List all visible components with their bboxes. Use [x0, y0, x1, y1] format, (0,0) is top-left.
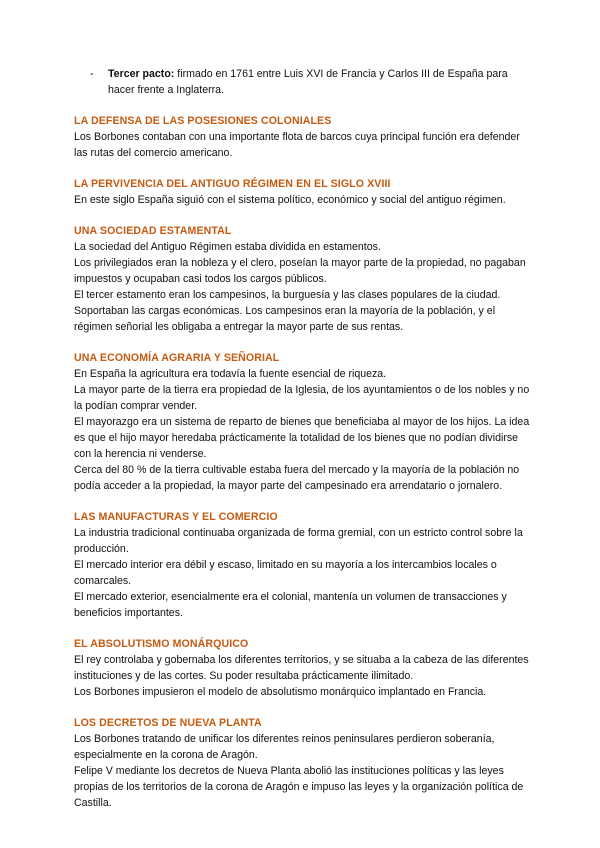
- paragraph: La industria tradicional continuaba organizada de forma gremial, con un estricto control sobre la producción.: [74, 527, 523, 555]
- paragraph: El mayorazgo era un sistema de reparto de bienes que beneficiaba al mayor de los hijos. La idea es que el hijo mayor heredaba prácticamente la totalidad de los bienes que no podían dividirse con la herencia ni venderse.: [74, 416, 530, 460]
- paragraph: Felipe V mediante los decretos de Nueva Planta abolió las instituciones políticas y las leyes propias de los territorios de la corona de Aragón e impuso las leyes y la organización política de Castilla.: [74, 765, 524, 809]
- section-decretos-nueva-planta: [74, 715, 534, 811]
- section-manufacturas-comercio: [74, 509, 534, 621]
- paragraph: En este siglo España siguió con el sistema político, económico y social del antiguo régimen.: [74, 194, 506, 206]
- paragraph: Los Borbones tratando de unificar los diferentes reinos peninsulares perdieron soberanía, especialmente en la corona de Aragón.: [74, 733, 495, 761]
- paragraph: El mercado interior era débil y escaso, limitado en su mayoría a los intercambios locales o comarcales.: [74, 559, 497, 587]
- paragraph: Los Borbones impusieron el modelo de absolutismo monárquico implantado en Francia.: [74, 686, 487, 698]
- section-economia-agraria: [74, 350, 534, 494]
- section-sociedad-estamental: [74, 223, 534, 335]
- paragraph: El mercado exterior, esencialmente era el colonial, mantenía un volumen de transacciones y beneficios importantes.: [74, 591, 507, 619]
- paragraph: La sociedad del Antiguo Régimen estaba dividida en estamentos.: [74, 241, 381, 253]
- paragraph: En España la agricultura era todavía la fuente esencial de riqueza.: [74, 368, 387, 380]
- paragraph: Los privilegiados eran la nobleza y el clero, poseían la mayor parte de la propiedad, no pagaban impuestos y ocupaban casi todos los cargos públicos.: [74, 257, 526, 285]
- section-heading: LA DEFENSA DE LAS POSESIONES COLONIALES: [74, 115, 332, 127]
- bullet-item-tercer-pacto: [74, 66, 534, 98]
- paragraph: El rey controlaba y gobernaba los diferentes territorios, y se situaba a la cabeza de las diferentes instituciones y de las cortes. Su poder resultaba prácticamente ilimitado.: [74, 654, 529, 682]
- paragraph: La mayor parte de la tierra era propiedad de la Iglesia, de los ayuntamientos o de los nobles y no la podían comprar vender.: [74, 384, 530, 412]
- section-heading: LOS DECRETOS DE NUEVA PLANTA: [74, 717, 262, 729]
- bullet-label: Tercer pacto:: [108, 68, 175, 80]
- bullet-text: firmado en 1761 entre Luis XVI de Francia y Carlos III de España para hacer frente a Inglaterra.: [108, 68, 508, 96]
- paragraph: Los Borbones contaban con una importante flota de barcos cuya principal función era defender las rutas del comercio americano.: [74, 131, 520, 159]
- section-absolutismo-monarquico: [74, 636, 534, 700]
- paragraph: Cerca del 80 % de la tierra cultivable estaba fuera del mercado y la mayoría de la población no podía acceder a la propiedad, la mayor parte del campesinado era arrendatario o jornalero.: [74, 464, 520, 492]
- bullet-dash: -: [90, 68, 94, 80]
- paragraph: El tercer estamento eran los campesinos, la burguesía y las clases populares de la ciudad. Soportaban las cargas económicas. Los campesinos eran la mayoría de la población, y el régimen señorial les obligaba a entregar la mayor parte de sus rentas.: [74, 289, 501, 333]
- section-heading: LAS MANUFACTURAS Y EL COMERCIO: [74, 511, 278, 523]
- section-heading: EL ABSOLUTISMO MONÁRQUICO: [74, 638, 249, 650]
- section-heading: UNA ECONOMÍA AGRARIA Y SEÑORIAL: [74, 352, 280, 364]
- section-pervivencia-antiguo-regimen: [74, 176, 534, 208]
- document-content: [74, 66, 534, 811]
- section-defensa-posesiones: [74, 113, 534, 161]
- section-heading: UNA SOCIEDAD ESTAMENTAL: [74, 225, 232, 237]
- section-heading: LA PERVIVENCIA DEL ANTIGUO RÉGIMEN EN EL SIGLO XVIII: [74, 178, 391, 190]
